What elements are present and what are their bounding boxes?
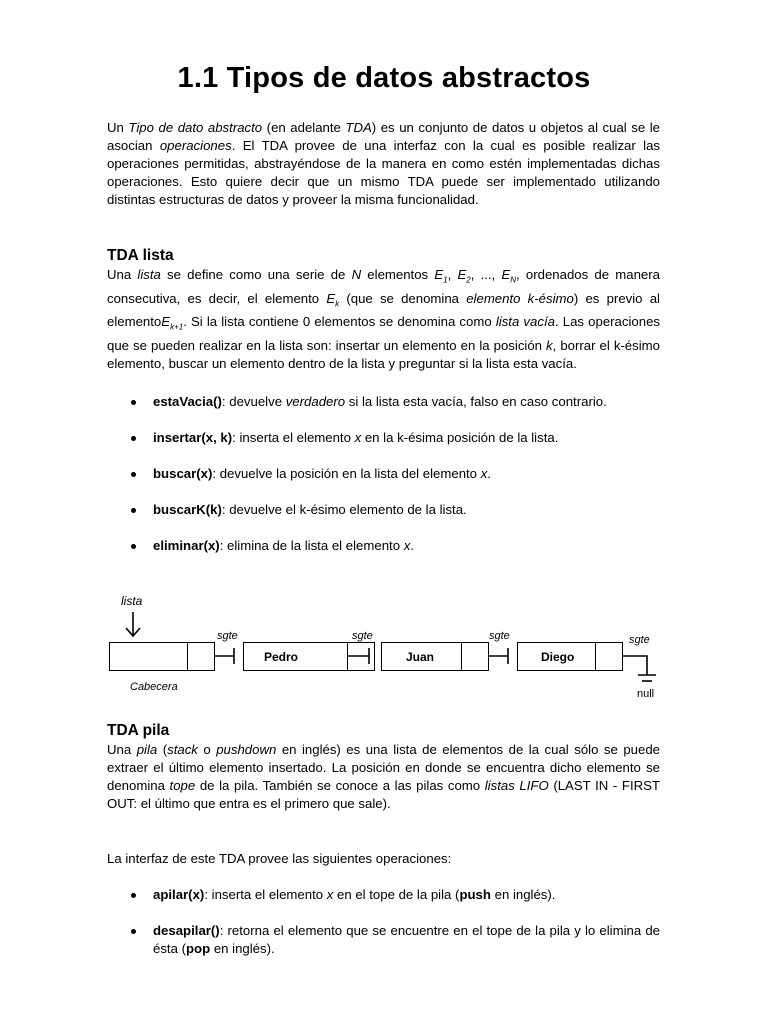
list-item: buscarK(k): devuelve el k-ésimo elemento de la lista. [107, 501, 660, 519]
pila-interfaz-text: La interfaz de este TDA provee las siguientes operaciones: [107, 851, 452, 866]
list-item: apilar(x): inserta el elemento x en el tope de la pila (push en inglés). [107, 886, 660, 904]
lista-operations-list [107, 393, 660, 555]
sgte-label: sgte [352, 630, 373, 642]
intro-paragraph: Un Tipo de dato abstracto (en adelante TDA) es un conjunto de datos u objetos al cual se le asocian operaciones. El TDA provee de una interfaz con la cual es posible realizar las operaciones permitidas, abstrayéndose de la manera en como estén implementadas dichas operaciones. Esto quiere decir que un mismo TDA puede ser implementado utilizando distintas estructuras de datos y proveer la misma funcionalidad. [107, 120, 661, 207]
list-item: eliminar(x): elimina de la lista el elemento x. [107, 537, 660, 555]
section-heading-lista: TDA lista [107, 247, 174, 264]
sgte-label: sgte [217, 630, 238, 642]
page-title: 1.1 Tipos de datos abstractos [177, 62, 591, 94]
list-item: estaVacia(): devuelve verdadero si la lista esta vacía, falso en caso contrario. [107, 393, 660, 411]
node-label-diego: Diego [541, 650, 575, 664]
sgte-label: sgte [629, 634, 650, 646]
cabecera-box [110, 643, 188, 671]
list-item: buscar(x): devuelve la posición en la lista del elemento x. [107, 465, 660, 483]
pila-operations-list [107, 886, 660, 958]
linked-list-diagram [107, 590, 667, 702]
sgte-label: sgte [489, 630, 510, 642]
list-item: insertar(x, k): inserta el elemento x en la k-ésima posición de la lista. [107, 429, 660, 447]
lista-label: lista [121, 594, 143, 608]
cabecera-pointer-cell [188, 643, 215, 671]
pila-paragraph: Una pila (stack o pushdown en inglés) es una lista de elementos de la cual sólo se puede extraer el último elemento insertado. La posición en donde se encuentra dicho elemento se denomina tope de la pila. También se conoce a las pilas como listas LIFO (LAST IN - FIRST OUT: el último que entra es el primero que sale). [107, 742, 660, 811]
cabecera-label: Cabecera [130, 681, 178, 693]
lista-paragraph: Una lista se define como una serie de N elementos $E_1$, $E_2$, ..., $E_N$, ordenados de manera consecutiva, es decir, el elemento $E_k$ (que se denomina elemento k-ésimo) es previo al elementoE$_{k+1}$. Si la lista contiene 0 elementos se denomina como lista vacía. Las operaciones que se pueden realizar en la lista son: insertar un elemento en la posición k, borrar el k-ésimo elemento, buscar un elemento dentro de la lista y preguntar si la lista esta vacía. [107, 267, 661, 371]
node-label-juan: Juan [406, 650, 435, 664]
section-heading-pila: TDA pila [107, 722, 170, 739]
node-label-pedro: Pedro [264, 650, 299, 664]
list-item: desapilar(): retorna el elemento que se encuentre en el tope de la pila y lo elimina de ésta (pop en inglés). [107, 922, 660, 958]
null-label: null [637, 688, 655, 700]
